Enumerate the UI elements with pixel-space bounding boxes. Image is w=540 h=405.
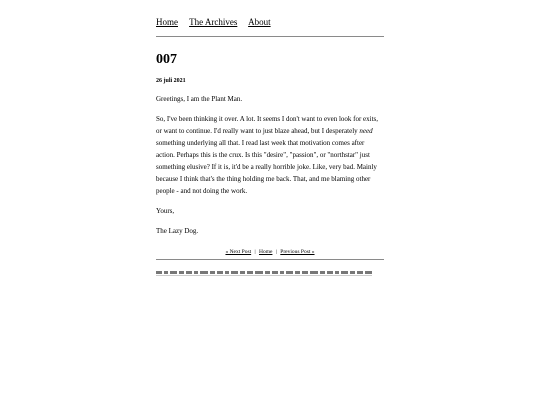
footer-link-strip-graphic [156, 270, 374, 276]
nav-archives-link[interactable]: The Archives [189, 17, 238, 27]
nav-about-link[interactable]: About [248, 17, 271, 27]
post-title: 007 [156, 52, 177, 67]
nav-home-link[interactable]: Home [156, 17, 178, 27]
post-paragraph: Yours, [156, 207, 175, 215]
post-body [156, 93, 384, 237]
footer-divider [156, 259, 384, 260]
nav-separator: | [275, 249, 277, 255]
page-container [156, 16, 384, 278]
previous-post-link[interactable]: Previous Post » [280, 249, 315, 255]
top-nav [156, 16, 384, 28]
emphasized-word: need [359, 127, 373, 135]
post-date: 26 juli 2021 [156, 78, 186, 84]
header-divider [156, 36, 384, 37]
post-signature: The Lazy Dog. [156, 227, 199, 235]
post-navigation [156, 248, 384, 256]
post-paragraph: So, I've been thinking it over. A lot. It seems I don't want to even look for exits, or want to continue. I'd really want to just blaze ahead, but I desperately need something underlying all that. I read last week that motivation comes after action. Perhaps this is the crux. Is this "desire", "passion", or "northstar" just something elusive? If it is, it'd be a really horrible joke. Like, very bad. Mainly because I think that's the thing holding me back. That, and me blaming other people - and not doing the work. [156, 115, 379, 195]
next-post-link[interactable]: « Next Post [225, 249, 252, 255]
post-nav-home-link[interactable]: Home [258, 249, 273, 255]
footer-webring-links[interactable] [156, 270, 384, 278]
post-paragraph: Greetings, I am the Plant Man. [156, 95, 243, 103]
nav-separator: | [254, 249, 256, 255]
